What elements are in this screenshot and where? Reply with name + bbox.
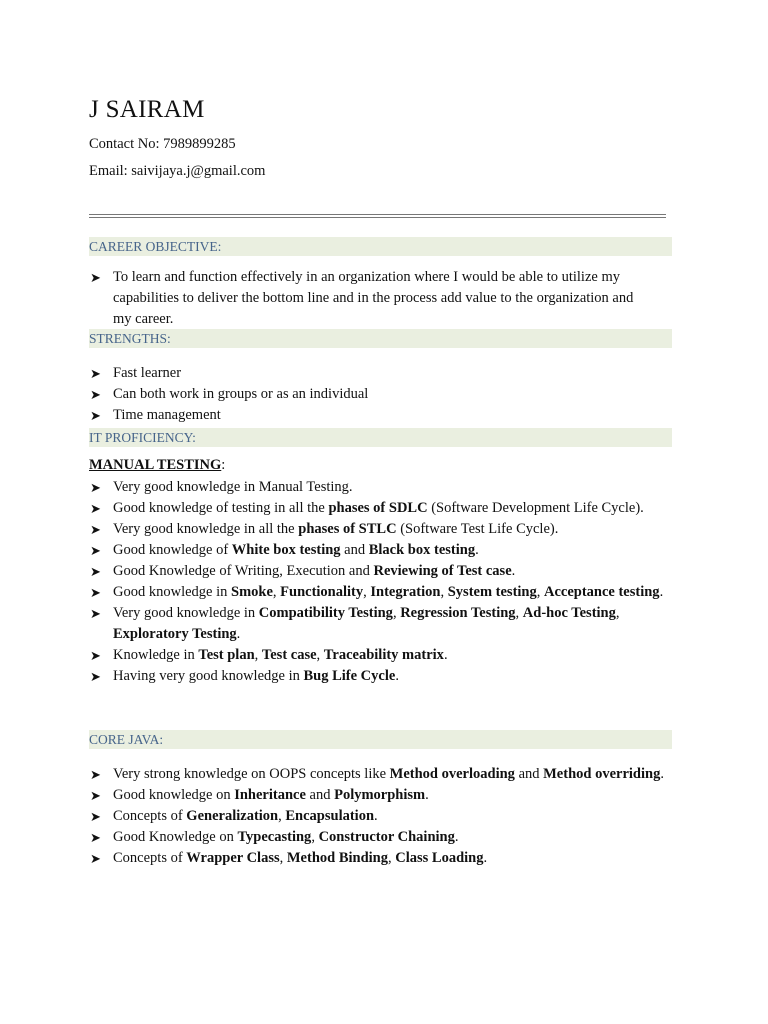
- item-text: ,: [440, 584, 448, 600]
- item-text: .: [475, 542, 479, 558]
- bold-term: Inheritance: [234, 787, 306, 803]
- item-text: ,: [278, 808, 286, 824]
- bold-term: White box testing: [231, 542, 341, 558]
- list-item: [89, 561, 679, 582]
- section-heading-label: CORE JAVA:: [89, 732, 164, 747]
- arrowhead-icon: ➤: [90, 585, 101, 600]
- item-text: .: [236, 626, 241, 642]
- list-item: [89, 785, 679, 806]
- strength-text: Fast learner: [113, 365, 182, 381]
- arrowhead-icon: ➤: [90, 270, 101, 285]
- arrowhead-icon: ➤: [90, 669, 101, 684]
- career-list: [89, 267, 679, 330]
- bold-term: phases of SDLC: [328, 500, 428, 516]
- arrowhead-icon: ➤: [90, 366, 101, 381]
- item-text: Good knowledge of: [113, 542, 232, 558]
- arrowhead-icon: ➤: [90, 648, 101, 663]
- list-item: [89, 519, 679, 540]
- item-text: ,: [392, 605, 401, 621]
- bold-term: Wrapper Class: [186, 850, 280, 866]
- item-text: Very good knowledge in: [113, 605, 259, 621]
- arrowhead-icon: ➤: [90, 480, 101, 495]
- section-heading-career: [89, 237, 672, 256]
- bold-term: Reviewing of Test case: [373, 563, 512, 579]
- item-text: ,: [316, 647, 324, 663]
- arrowhead-icon: ➤: [90, 851, 101, 866]
- item-text: ,: [363, 584, 371, 600]
- list-item: [89, 827, 679, 848]
- arrowhead-icon: ➤: [90, 564, 101, 579]
- list-item: [89, 384, 679, 405]
- bold-term: Method overriding: [543, 766, 661, 782]
- item-text: Concepts of: [113, 808, 187, 824]
- item-text: .: [395, 668, 399, 684]
- bold-term: Acceptance testing: [544, 584, 660, 600]
- section-heading-strengths: [89, 329, 672, 348]
- bold-term: Regression Testing: [400, 605, 516, 621]
- arrowhead-icon: ➤: [90, 788, 101, 803]
- list-item: [89, 540, 679, 561]
- career-line: To learn and function effectively in an organization where I would be able to utilize my: [113, 269, 620, 285]
- bold-term: Smoke: [231, 584, 273, 600]
- bold-term: Polymorphism: [334, 787, 426, 803]
- section-heading-java: [89, 730, 672, 749]
- item-text: .: [425, 787, 429, 803]
- item-text: .: [374, 808, 378, 824]
- item-text: and: [305, 787, 335, 803]
- bold-term: Ad-hoc Testing: [522, 605, 616, 621]
- strength-text: Can both work in groups or as an individual: [113, 386, 369, 402]
- item-text: .: [511, 563, 516, 579]
- bold-term: Typecasting: [237, 829, 312, 845]
- subheading-colon: :: [221, 457, 226, 473]
- bold-term: System testing: [447, 584, 537, 600]
- candidate-name: J SAIRAM: [89, 96, 205, 123]
- item-text: Very good knowledge in all the: [113, 521, 299, 537]
- arrowhead-icon: ➤: [90, 522, 101, 537]
- item-text: ,: [615, 605, 620, 621]
- subheading-label: MANUAL TESTING: [89, 457, 222, 473]
- arrowhead-icon: ➤: [90, 408, 101, 423]
- list-item: [89, 477, 679, 498]
- list-item: [89, 806, 679, 827]
- section-heading-label: CAREER OBJECTIVE:: [89, 239, 222, 254]
- item-text: ,: [311, 829, 319, 845]
- item-text: .: [659, 584, 664, 600]
- career-line: my career.: [113, 311, 174, 327]
- bold-term: Exploratory Testing: [113, 626, 237, 642]
- arrowhead-icon: ➤: [90, 606, 101, 621]
- bold-term: Integration: [370, 584, 441, 600]
- arrowhead-icon: ➤: [90, 543, 101, 558]
- arrowhead-icon: ➤: [90, 830, 101, 845]
- item-text: Knowledge in: [113, 647, 199, 663]
- item-text: .: [454, 829, 459, 845]
- manual-testing-title: [89, 457, 225, 474]
- item-text: and: [340, 542, 369, 558]
- list-item: [89, 666, 679, 687]
- item-text: Good Knowledge on: [113, 829, 238, 845]
- strengths-list: [89, 363, 679, 426]
- strength-text: Time management: [113, 407, 221, 423]
- manual-testing-list: [89, 477, 679, 687]
- section-heading-label: STRENGTHS:: [89, 331, 171, 346]
- career-line: capabilities to deliver the bottom line and in the process add value to the organization and: [113, 290, 634, 306]
- bold-term: Compatibility Testing: [258, 605, 393, 621]
- list-item: [89, 603, 679, 645]
- bold-term: phases of STLC: [298, 521, 397, 537]
- item-text: Having very good knowledge in: [113, 668, 304, 684]
- item-text: ,: [272, 584, 281, 600]
- email-address: Email: saivijaya.j@gmail.com: [89, 163, 266, 179]
- double-divider: [89, 214, 666, 218]
- item-text: .: [443, 647, 448, 663]
- item-text: ,: [388, 850, 396, 866]
- item-text: ,: [515, 605, 523, 621]
- item-text: and: [514, 766, 544, 782]
- section-heading-it: [89, 428, 672, 447]
- item-text: Very strong knowledge on OOPS concepts like: [113, 766, 390, 782]
- list-item: [89, 267, 679, 330]
- list-item: [89, 405, 679, 426]
- arrowhead-icon: ➤: [90, 809, 101, 824]
- list-item: [89, 363, 679, 384]
- list-item: [89, 498, 679, 519]
- item-text: Good Knowledge of Writing, Execution and: [113, 563, 374, 579]
- bold-term: Test case: [261, 647, 317, 663]
- arrowhead-icon: ➤: [90, 767, 101, 782]
- bold-term: Constructor Chaining: [318, 829, 455, 845]
- item-text: ,: [279, 850, 287, 866]
- item-text: Good knowledge of testing in all the: [113, 500, 329, 516]
- section-heading-label: IT PROFICIENCY:: [89, 430, 196, 445]
- bold-term: Traceability matrix: [323, 647, 444, 663]
- bold-term: Generalization: [186, 808, 279, 824]
- arrowhead-icon: ➤: [90, 387, 101, 402]
- item-text: (Software Development Life Cycle).: [427, 500, 644, 516]
- bold-term: Bug Life Cycle: [303, 668, 396, 684]
- item-text: Good knowledge in: [113, 584, 231, 600]
- list-item: [89, 848, 679, 869]
- bold-term: Method Binding: [286, 850, 388, 866]
- item-text: (Software Test Life Cycle).: [396, 521, 559, 537]
- bold-term: Method overloading: [389, 766, 515, 782]
- bold-term: Encapsulation: [285, 808, 375, 824]
- item-text: Concepts of: [113, 850, 187, 866]
- bold-term: Black box testing: [368, 542, 476, 558]
- bold-term: Class Loading: [395, 850, 484, 866]
- bold-term: Test plan: [198, 647, 255, 663]
- item-text: ,: [536, 584, 544, 600]
- list-item: [89, 582, 679, 603]
- item-text: Good knowledge on: [113, 787, 235, 803]
- core-java-list: [89, 764, 679, 869]
- item-text: .: [483, 850, 488, 866]
- item-text: .: [660, 766, 664, 782]
- bold-term: Functionality: [280, 584, 364, 600]
- item-text: ,: [254, 647, 262, 663]
- item-text: Very good knowledge in Manual Testing.: [113, 479, 353, 495]
- arrowhead-icon: ➤: [90, 501, 101, 516]
- list-item: [89, 645, 679, 666]
- list-item: [89, 764, 679, 785]
- contact-number: Contact No: 7989899285: [89, 136, 236, 152]
